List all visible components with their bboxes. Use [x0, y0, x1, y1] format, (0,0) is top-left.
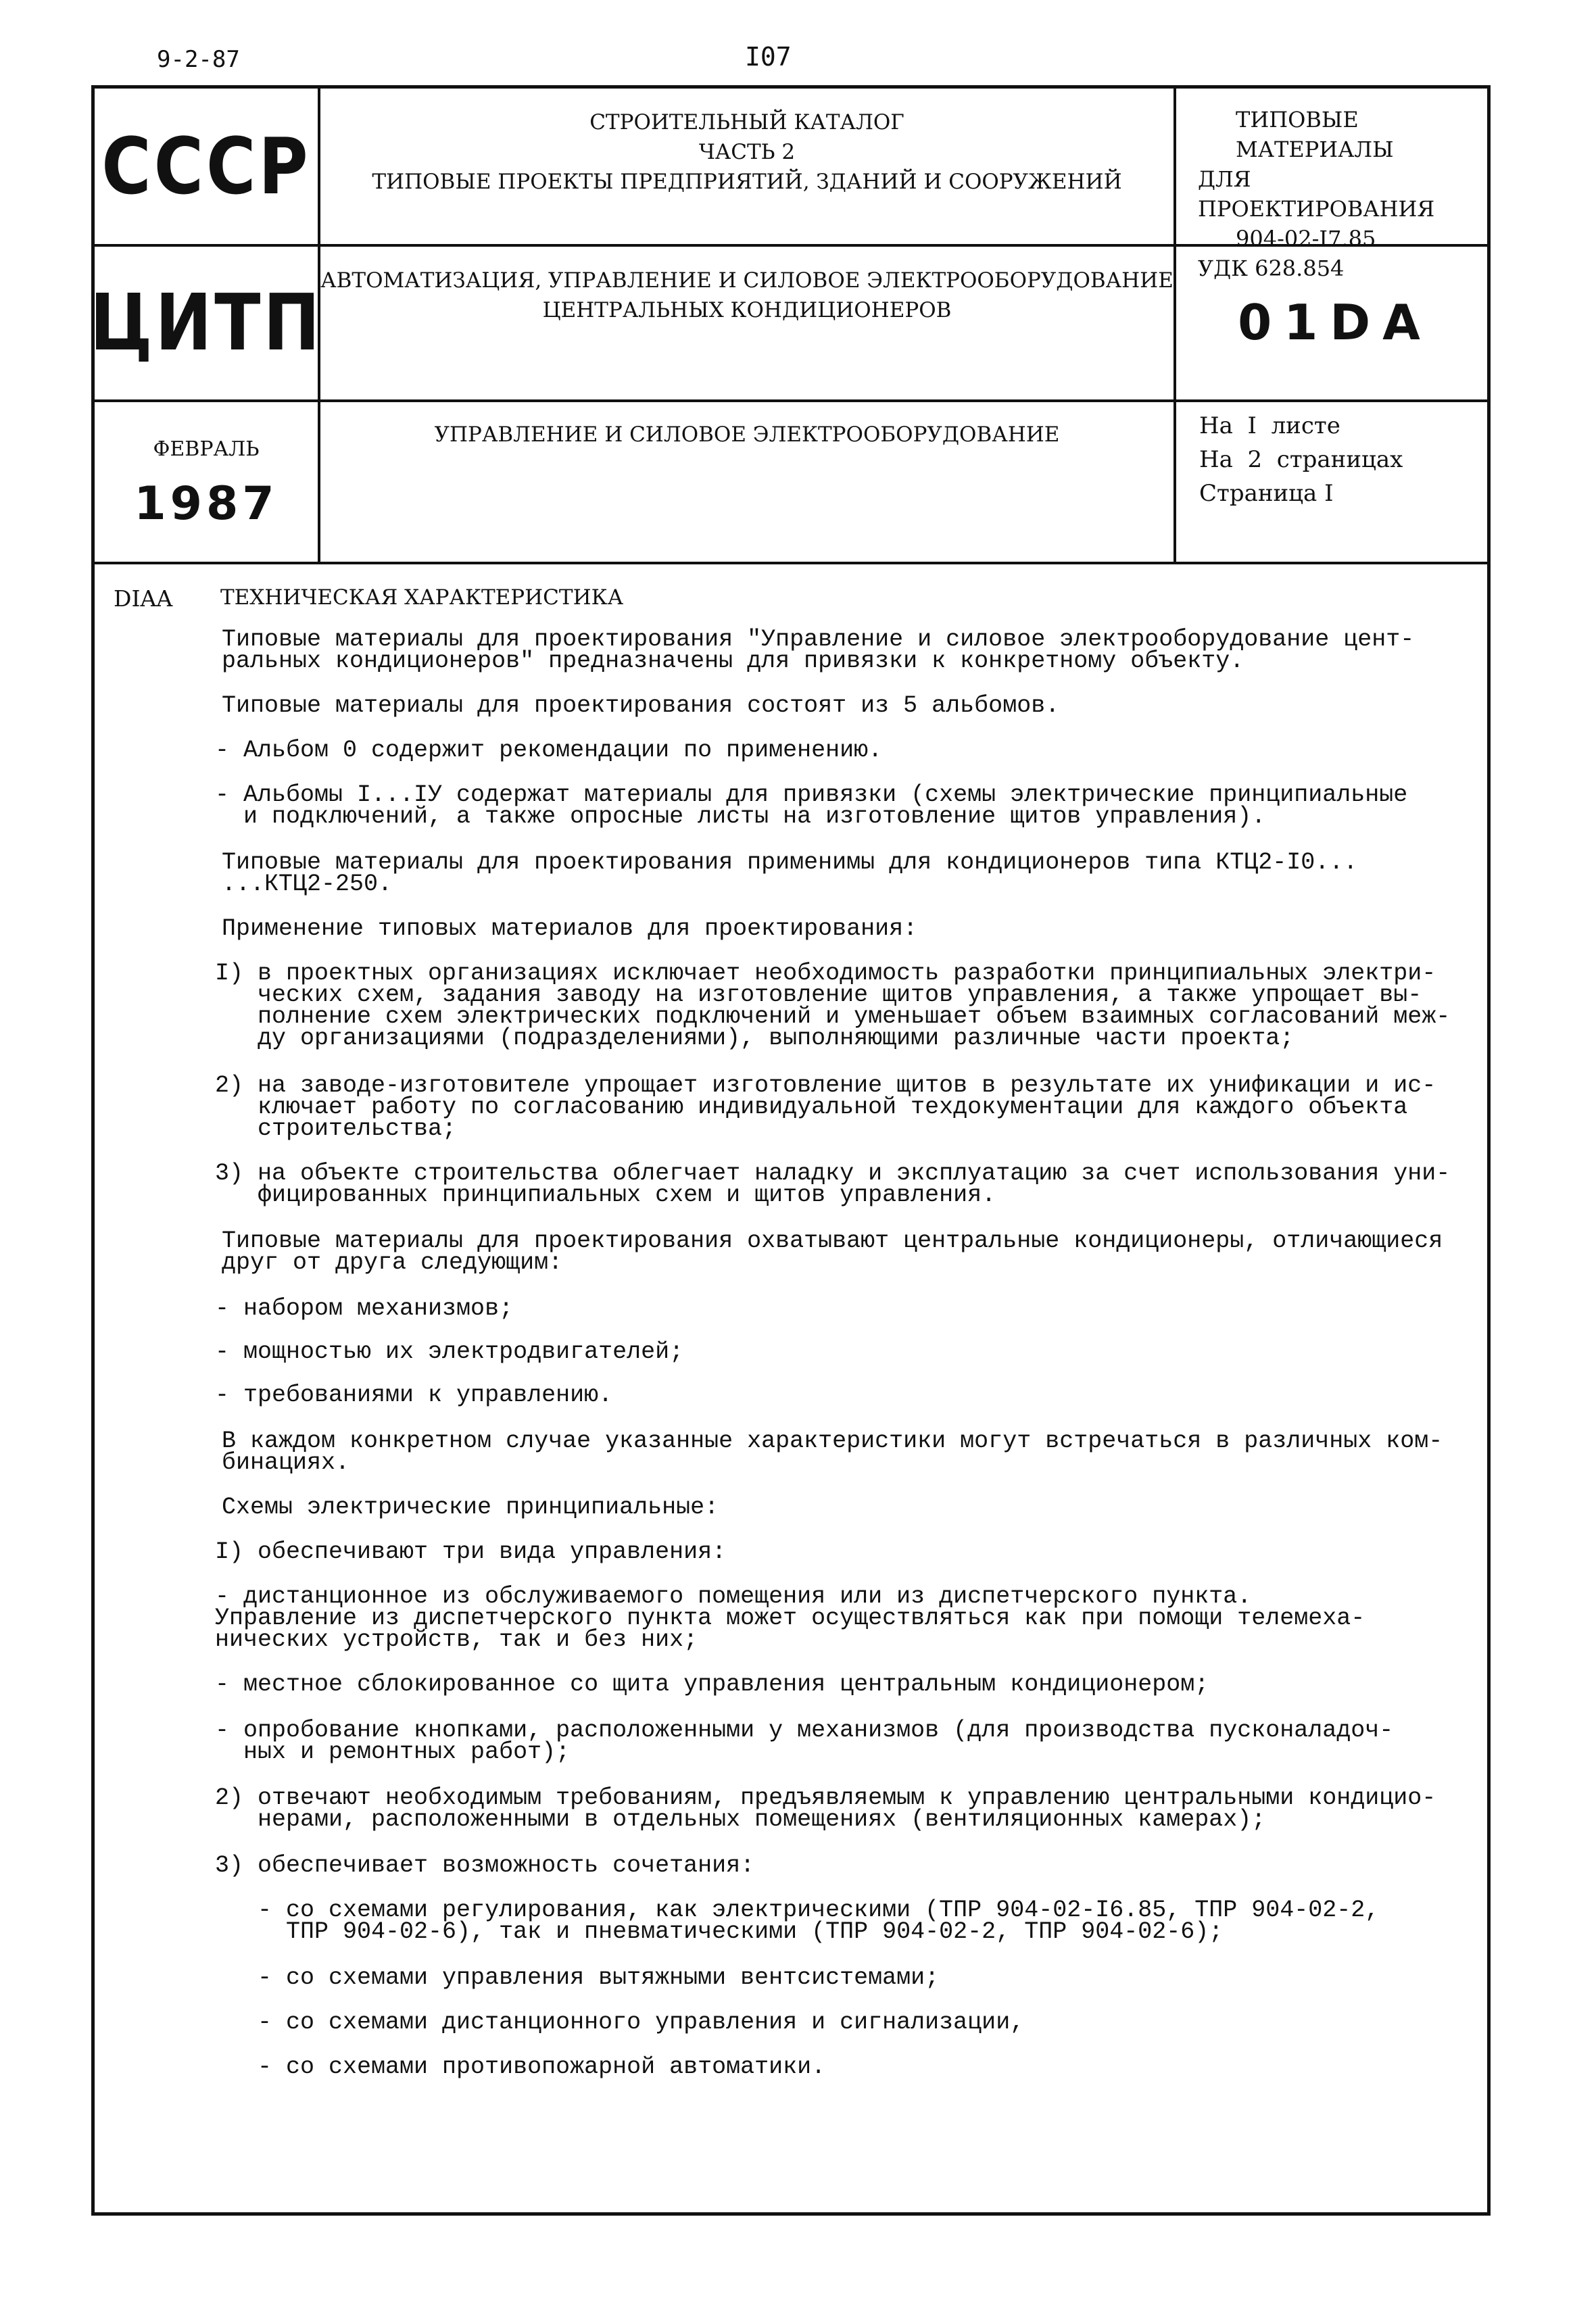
catalog-subject: ТИПОВЫЕ ПРОЕКТЫ ПРЕДПРИЯТИЙ, ЗДАНИЙ И СООРУЖЕНИЙ [372, 170, 1122, 194]
list-item: 2) на заводе-изготовителе упрощает изготовление щитов в результате их унификации и ис- ключает работу по согласованию индивидуальной техдокументации для каждого объекта строительства; [215, 1072, 1436, 1142]
sheets-count: На I листе [1199, 412, 1340, 439]
list-item: - со схемами дистанционного управления и сигнализации, [215, 2009, 1025, 2036]
list-item: - требованиями к управлению. [215, 1382, 613, 1409]
catalog-title: СТРОИТЕЛЬНЫЙ КАТАЛОГ [589, 110, 904, 135]
list-item: - дистанционное из обслуживаемого помещения или из диспетчерского пункта. Управление из диспетчерского пункта может осуществляться как при помощи телемеха- нических устройств, так и без них; [215, 1583, 1365, 1653]
list-item: - набором механизмов; [215, 1295, 514, 1322]
list-item: - со схемами управления вытяжными вентсистемами; [215, 1964, 940, 1991]
citp-mark: ЦИТП [89, 276, 323, 368]
materials-number: 904-02-I7.85 [1236, 226, 1376, 251]
paragraph: Типовые материалы для проектирования состоят из 5 альбомов. [222, 692, 1060, 719]
issue-month: ФЕВРАЛЬ [153, 437, 260, 461]
list-item: 2) отвечают необходимым требованиям, предъявляемым к управлению центральными кондицио- нерами, расположенными в отдельных помещениях (вентиляционных камерах); [215, 1784, 1436, 1833]
paragraph: В каждом конкретном случае указанные характеристики могут встречаться в различных ком- бинациях. [222, 1428, 1443, 1476]
list-item: - со схемами противопожарной автоматики. [215, 2053, 826, 2080]
topic-line-1: АВТОМАТИЗАЦИЯ, УПРАВЛЕНИЕ И СИЛОВОЕ ЭЛЕКТРООБОРУДОВАНИЕ [320, 268, 1174, 293]
top-left-date: 9-2-87 [157, 46, 240, 73]
list-item: I) обеспечивают три вида управления: [215, 1538, 727, 1565]
list-item: - опробование кнопками, расположенными у механизмов (для производства пусконаладоч- ных и ремонтных работ); [215, 1717, 1394, 1765]
page-number: I07 [745, 42, 792, 72]
paragraph: Типовые материалы для проектирования "Управление и силовое электрооборудование цент- ральных кондиционеров" предназначены для привязки к конкретному объекту. [222, 626, 1415, 675]
list-item: 3) на объекте строительства облегчает наладку и эксплуатацию за счет использования уни- фицированных принципиальных схем и щитов управления. [215, 1160, 1451, 1209]
list-item: - Альбомы I...IУ содержат материалы для привязки (схемы электрические принципиальные и подключений, а также опросные листы на изготовление щитов управления). [215, 781, 1408, 830]
document-subtitle: УПРАВЛЕНИЕ И СИЛОВОЕ ЭЛЕКТРООБОРУДОВАНИЕ [434, 422, 1060, 447]
ussr-mark: СССР [101, 120, 311, 212]
pages-count: На 2 страницах [1199, 446, 1403, 473]
header-bottom-divider [95, 562, 1487, 564]
list-item: - Альбом 0 содержит рекомендации по применению. [215, 737, 883, 764]
list-item: - мощностью их электродвигателей; [215, 1338, 684, 1365]
catalog-part: ЧАСТЬ 2 [698, 140, 796, 164]
udk-code: УДК 628.854 [1198, 255, 1345, 281]
list-item: 3) обеспечивает возможность сочетания: [215, 1852, 755, 1879]
paragraph: Типовые материалы для проектирования охватывают центральные кондиционеры, отличающиеся друг от друга следующим: [222, 1227, 1443, 1276]
materials-line-2: ДЛЯ ПРОЕКТИРОВАНИЯ [1198, 166, 1435, 222]
topic-line-2: ЦЕНТРАЛЬНЫХ КОНДИЦИОНЕРОВ [542, 298, 952, 322]
paragraph: Применение типовых материалов для проектирования: [222, 915, 918, 942]
document-code: 01DA [1238, 294, 1432, 351]
list-item: - местное сблокированное со щита управления центральным кондиционером; [215, 1671, 1209, 1698]
section-code: DIAA [114, 585, 173, 612]
paragraph: Типовые материалы для проектирования применимы для кондиционеров типа КТЦ2-I0... ...КТЦ2-250. [222, 849, 1358, 898]
list-item: - со схемами регулирования, как электрическими (ТПР 904-02-I6.85, ТПР 904-02-2, ТПР 904-02-6), так и пневматическими (ТПР 904-02-2, ТПР 904-02-6); [258, 1897, 1380, 1945]
paragraph: Схемы электрические принципиальные: [222, 1494, 719, 1521]
section-title: ТЕХНИЧЕСКАЯ ХАРАКТЕРИСТИКА [220, 585, 624, 610]
current-page: Страница I [1199, 480, 1334, 507]
list-item: I) в проектных организациях исключает необходимость разработки принципиальных электри- ческих схем, задания заводу на изготовление щитов управления, а также упрощает вы- полнение схем электрических подключений и уменьшает объем взаимных согласований меж- ду организациями (подразделениями), выполняющими различные части проекта; [215, 960, 1451, 1052]
materials-line-1: ТИПОВЫЕ МАТЕРИАЛЫ [1236, 107, 1394, 162]
issue-year: 1987 [134, 477, 279, 531]
